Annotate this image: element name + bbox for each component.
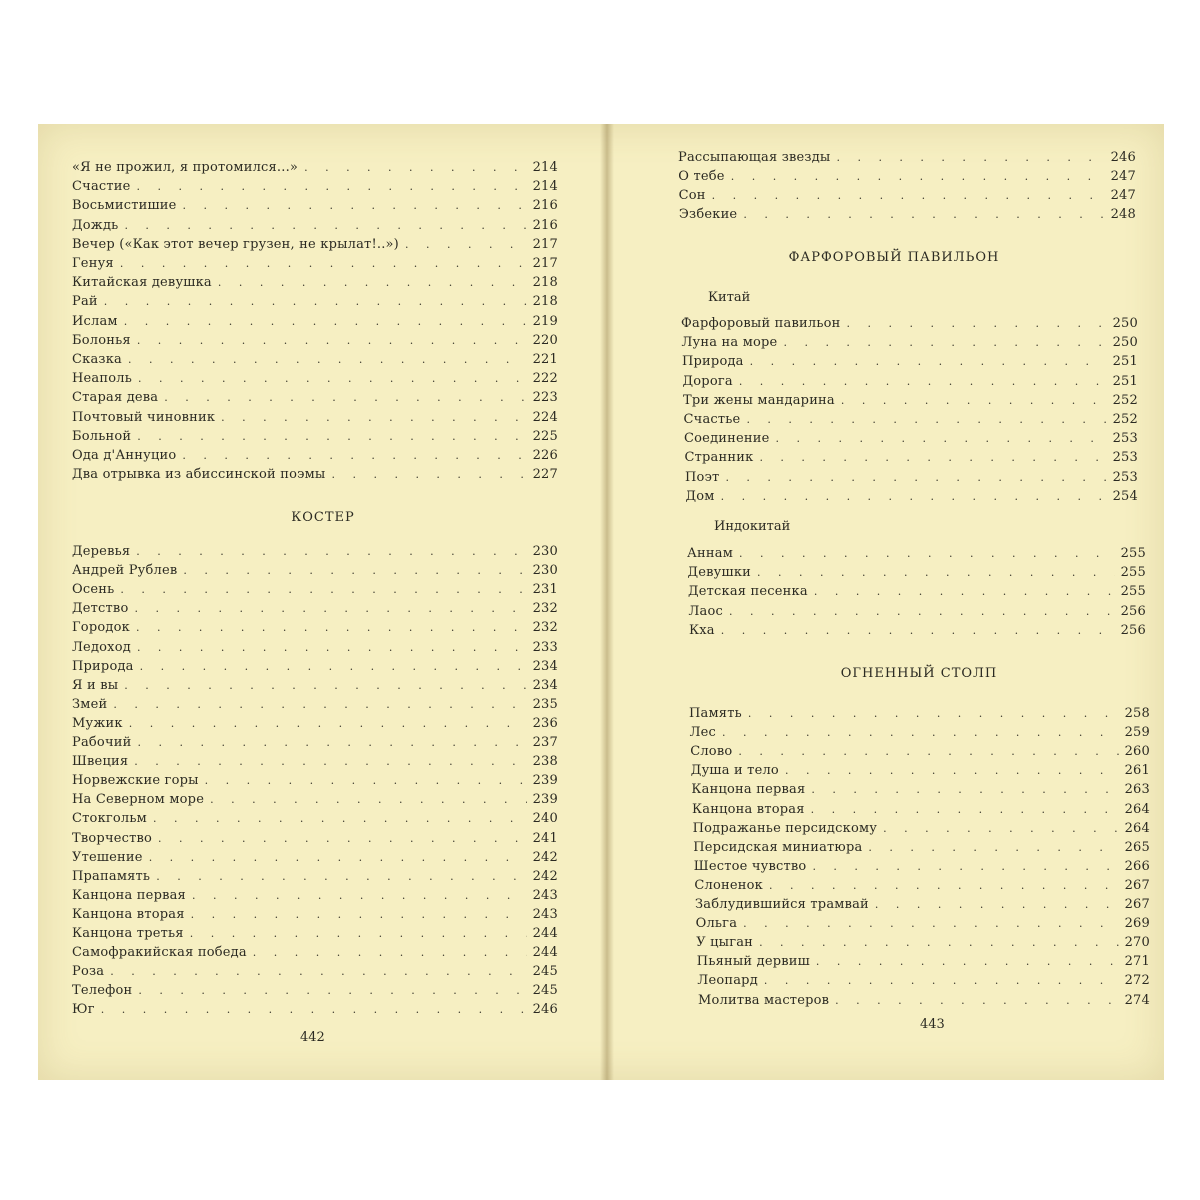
toc-entry xyxy=(698,993,1150,1009)
toc-entry-title: Слоненок xyxy=(694,877,763,893)
toc-entry-page: 240 xyxy=(532,811,558,827)
toc-entry xyxy=(72,773,558,789)
dot-leader xyxy=(875,897,1119,913)
toc-entry-title: Сказка xyxy=(72,352,122,367)
toc-entry-page: 272 xyxy=(1124,973,1150,989)
toc-entry-title: Рассыпающая звезды xyxy=(678,150,831,165)
toc-entry-page: 225 xyxy=(532,428,558,444)
dot-leader xyxy=(137,640,527,656)
toc-entry-page: 241 xyxy=(532,830,558,846)
toc-entry-page: 232 xyxy=(532,601,558,617)
toc-entry-title: Подражанье персидскому xyxy=(692,820,878,836)
toc-entry-page: 233 xyxy=(532,639,558,655)
dot-leader xyxy=(140,659,527,675)
dot-leader xyxy=(210,792,526,808)
toc-entry-page: 246 xyxy=(532,1002,558,1018)
toc-entry xyxy=(72,964,558,980)
toc-entry-title: Душа и тело xyxy=(690,763,779,779)
section-heading-farfor: ФАРФОРОВЫЙ ПАВИЛЬОН xyxy=(788,250,1000,265)
toc-entry-title: Болонья xyxy=(72,332,131,348)
toc-entry-title: Норвежские горы xyxy=(72,773,199,789)
right-page xyxy=(614,124,1164,1080)
toc-entry-page: 244 xyxy=(532,926,558,941)
toc-entry-page: 247 xyxy=(1110,169,1136,184)
dot-leader xyxy=(134,601,526,617)
toc-entry xyxy=(694,878,1150,894)
toc-entry-page: 269 xyxy=(1124,916,1150,932)
toc-entry-title: Лаос xyxy=(688,603,724,619)
toc-entry-title: Роза xyxy=(72,964,105,980)
toc-entry-page: 248 xyxy=(1110,207,1136,222)
toc-entry-title: Пьяный дервиш xyxy=(696,954,810,970)
dot-leader xyxy=(137,735,526,751)
toc-entry xyxy=(697,973,1150,989)
toc-entry xyxy=(72,850,558,866)
toc-entry-title: Поэт xyxy=(685,469,720,485)
toc-entry-title: Луна на море xyxy=(681,335,778,351)
toc-entry-title: Слово xyxy=(690,744,733,760)
toc-entry-title: Аннам xyxy=(687,546,734,561)
toc-entry-title: Фарфоровый павильон xyxy=(681,316,841,331)
toc-entry-title: Канцона вторая xyxy=(692,801,805,817)
toc-entry-title: Эзбекие xyxy=(678,207,738,222)
section-heading-stolp: ОГНЕННЫЙ СТОЛП xyxy=(840,666,998,681)
toc-entry-page: 264 xyxy=(1124,820,1150,836)
toc-entry-page: 218 xyxy=(532,294,558,310)
toc-entry xyxy=(72,869,558,885)
dot-leader xyxy=(129,716,527,732)
toc-entry-page: 239 xyxy=(532,773,558,789)
toc-entry xyxy=(72,945,558,961)
toc-entry-page: 226 xyxy=(532,448,558,463)
book-gutter xyxy=(600,124,614,1080)
toc-entry-page: 246 xyxy=(1110,150,1136,165)
toc-entry xyxy=(690,725,1150,741)
toc-entry-title: Генуя xyxy=(72,256,114,271)
toc-entry-title: Рай xyxy=(72,294,98,310)
page-number-left: 442 xyxy=(300,1030,325,1045)
toc-entry xyxy=(72,601,558,617)
dot-leader xyxy=(183,563,526,579)
toc-entry-title: Канцона первая xyxy=(72,887,186,903)
toc-entry-title: Андрей Рублев xyxy=(72,563,178,579)
dot-leader xyxy=(205,773,527,789)
dot-leader xyxy=(192,888,527,904)
toc-entry-page: 230 xyxy=(532,544,558,559)
toc-entry-page: 265 xyxy=(1124,839,1150,855)
toc-entry-page: 218 xyxy=(532,275,558,291)
toc-entry-page: 232 xyxy=(532,620,558,636)
toc-entry-title: На Северном море xyxy=(72,792,205,808)
toc-entry-title: Леопард xyxy=(697,973,758,989)
toc-entry-page: 214 xyxy=(532,179,558,195)
toc-entry-title: Детство xyxy=(72,601,129,617)
toc-entry-page: 235 xyxy=(532,696,558,712)
toc-entry-title: У цыган xyxy=(696,935,754,951)
dot-leader xyxy=(764,973,1119,989)
toc-entry xyxy=(691,763,1150,779)
toc-entry xyxy=(693,821,1150,837)
toc-entry xyxy=(72,792,558,808)
dot-leader xyxy=(748,706,1119,722)
toc-entry-page: 261 xyxy=(1124,763,1150,779)
toc-entry xyxy=(72,754,558,770)
dot-leader xyxy=(120,582,526,598)
toc-entry-page: 243 xyxy=(532,906,558,922)
dot-leader xyxy=(110,964,526,980)
subsection-heading-kitai: Китай xyxy=(708,290,751,305)
dot-leader xyxy=(156,869,526,885)
toc-entry xyxy=(691,782,1150,798)
toc-entry-page: 230 xyxy=(532,563,558,579)
dot-leader xyxy=(722,725,1119,741)
toc-entry-title: Лес xyxy=(689,725,717,741)
dot-leader xyxy=(136,544,526,560)
dot-leader xyxy=(785,763,1119,779)
toc-entry-title: Природа xyxy=(682,354,744,370)
toc-entry xyxy=(697,954,1150,970)
toc-entry-page: 222 xyxy=(532,371,558,387)
toc-entry-page: 231 xyxy=(532,582,558,598)
toc-entry-page: 239 xyxy=(532,792,558,808)
dot-leader xyxy=(153,811,527,827)
left-page xyxy=(38,124,600,1080)
dot-leader xyxy=(738,744,1118,760)
toc-entry-title: Почтовый чиновник xyxy=(72,409,216,425)
toc-entry-title: Восьмистишие xyxy=(72,198,177,214)
toc-entry-page: 251 xyxy=(1112,354,1138,370)
dot-leader xyxy=(743,916,1118,932)
toc-entry-page: 224 xyxy=(532,409,558,425)
toc-entry-title: Утешение xyxy=(72,849,143,865)
toc-entry xyxy=(72,811,558,827)
toc-entry xyxy=(72,907,558,923)
toc-entry-title: Творчество xyxy=(72,830,153,846)
dot-leader xyxy=(136,620,527,636)
toc-entry-title: Прапамять xyxy=(72,868,151,884)
toc-entry-page: 217 xyxy=(532,236,558,252)
toc-entry-page: 236 xyxy=(532,715,558,731)
toc-entry-page: 274 xyxy=(1124,992,1150,1008)
toc-entry-title: Шестое чувство xyxy=(693,858,807,874)
toc-entry-page: 245 xyxy=(532,983,558,999)
toc-entry-title: О тебе xyxy=(678,169,725,184)
toc-entry-title: Память xyxy=(689,706,742,721)
toc-entry-page: 220 xyxy=(532,332,558,348)
toc-entry xyxy=(72,697,558,713)
toc-entry-title: Дождь xyxy=(72,217,119,233)
dot-leader xyxy=(124,678,526,694)
toc-entry-title: Китайская девушка xyxy=(72,275,212,291)
toc-entry-page: 271 xyxy=(1124,954,1150,970)
toc-entry-title: Ольга xyxy=(695,916,738,932)
toc-entry xyxy=(72,544,558,560)
toc-entry-title: Девушки xyxy=(687,565,752,581)
toc-entry-page: 256 xyxy=(1120,622,1146,638)
toc-entry-title: Канцона вторая xyxy=(72,906,185,922)
section-heading-koster: КОСТЕР xyxy=(291,510,355,525)
toc-entry-title: Счастье xyxy=(683,412,741,427)
dot-leader xyxy=(835,993,1118,1009)
toc-entry-page: 238 xyxy=(532,754,558,770)
toc-entry-page: 267 xyxy=(1124,897,1150,912)
toc-entry xyxy=(72,640,558,656)
dot-leader xyxy=(158,831,527,847)
toc-entry-page: 214 xyxy=(532,160,558,175)
toc-entry-title: Ледоход xyxy=(72,639,131,655)
toc-entry-page: 234 xyxy=(532,677,558,693)
toc-entry-title: Канцона третья xyxy=(72,926,184,941)
toc-entry-page: 252 xyxy=(1112,412,1138,427)
dot-leader xyxy=(883,821,1118,837)
toc-entry-page: 219 xyxy=(532,313,558,329)
toc-entry-title: Мужик xyxy=(72,715,123,731)
toc-entry-title: Странник xyxy=(684,450,754,466)
toc-entry-page: 242 xyxy=(532,849,558,865)
toc-entry-page: 237 xyxy=(532,735,558,750)
toc-entry-page: 223 xyxy=(532,390,558,406)
dot-leader xyxy=(149,850,527,866)
dot-leader xyxy=(138,983,526,999)
toc-entry-title: Персидская миниатюра xyxy=(693,839,863,855)
dot-leader xyxy=(113,697,526,713)
toc-entry-page: 244 xyxy=(532,945,558,961)
toc-entry xyxy=(72,831,558,847)
toc-entry xyxy=(689,706,1150,722)
toc-entry-page: 247 xyxy=(1110,188,1136,203)
toc-entry-page: 263 xyxy=(1124,782,1150,798)
toc-entry xyxy=(696,935,1150,951)
toc-entry-title: Сон xyxy=(678,188,706,203)
toc-entry-page: 267 xyxy=(1124,877,1150,893)
toc-entry xyxy=(72,620,558,636)
toc-entry-title: Юг xyxy=(72,1002,95,1018)
dot-leader xyxy=(816,954,1119,970)
toc-entry-title: Природа xyxy=(72,658,134,674)
toc-entry-title: Самофракийская победа xyxy=(72,945,247,961)
toc-entry-page: 266 xyxy=(1124,858,1150,874)
toc-entry xyxy=(72,983,558,999)
toc-entry-page: 217 xyxy=(532,256,558,271)
toc-entry-title: Заблудившийся трамвай xyxy=(695,897,869,912)
toc-entry xyxy=(693,840,1150,856)
dot-leader xyxy=(253,945,527,961)
toc-entry-page: 252 xyxy=(1112,392,1138,408)
toc-entry-title: Швеция xyxy=(72,754,129,770)
toc-entry-title: Ислам xyxy=(72,313,118,329)
toc-entry-page: 260 xyxy=(1124,744,1150,760)
toc-entry xyxy=(72,582,558,598)
toc-entry-page: 245 xyxy=(532,964,558,980)
toc-entry-title: Три жены мандарина xyxy=(683,392,835,408)
toc-entry xyxy=(72,716,558,732)
toc-entry xyxy=(72,563,558,579)
dot-leader xyxy=(811,802,1119,818)
toc-entry xyxy=(694,859,1150,875)
toc-entry-title: Дом xyxy=(685,488,715,504)
dot-leader xyxy=(769,878,1119,894)
toc-entry-page: 253 xyxy=(1112,450,1138,466)
toc-entry xyxy=(72,659,558,675)
dot-leader xyxy=(190,926,527,942)
dot-leader xyxy=(134,754,526,770)
dot-leader xyxy=(868,840,1118,856)
dot-leader xyxy=(101,1002,527,1018)
toc-entry-title: Дорога xyxy=(682,373,733,389)
toc-entry xyxy=(72,735,558,751)
toc-entry-title: Два отрывка из абиссинской поэмы xyxy=(72,467,326,483)
toc-entry-title: Молитва мастеров xyxy=(698,992,830,1008)
toc-entry-page: 255 xyxy=(1120,584,1146,600)
toc-entry-page: 254 xyxy=(1112,488,1138,504)
toc-entry-page: 250 xyxy=(1112,316,1138,331)
dot-leader xyxy=(759,935,1119,951)
toc-entry xyxy=(695,897,1150,913)
toc-entry xyxy=(692,802,1150,818)
toc-entry-title: Больной xyxy=(72,428,132,444)
book-spread xyxy=(38,124,1164,1080)
toc-entry-title: Телефон xyxy=(72,983,133,999)
toc-entry-page: 253 xyxy=(1112,431,1138,447)
toc-entry-page: 255 xyxy=(1120,565,1146,581)
toc-entry xyxy=(72,1002,558,1018)
toc-entry-title: Рабочий xyxy=(72,735,132,750)
toc-entry-title: «Я не прожил, я протомился...» xyxy=(72,160,299,175)
toc-entry-page: 270 xyxy=(1124,935,1150,951)
toc-entry-title: Городок xyxy=(72,620,130,636)
dot-leader xyxy=(191,907,527,923)
dot-leader xyxy=(811,782,1118,798)
toc-entry xyxy=(72,888,558,904)
toc-entry-page: 256 xyxy=(1120,603,1146,619)
toc-entry-page: 258 xyxy=(1124,706,1150,721)
toc-entry-title: Старая дева xyxy=(72,390,159,406)
subsection-heading-indokitai: Индокитай xyxy=(714,519,791,534)
toc-entry-title: Стокгольм xyxy=(72,811,147,827)
toc-entry-page: 221 xyxy=(532,352,558,367)
toc-entry-title: Неаполь xyxy=(72,371,133,387)
toc-entry-page: 216 xyxy=(532,198,558,214)
toc-entry xyxy=(696,916,1150,932)
toc-entry-title: Змей xyxy=(72,696,108,712)
toc-group-koster xyxy=(38,124,600,1080)
toc-entry-page: 216 xyxy=(532,217,558,233)
toc-entry-title: Детская песенка xyxy=(688,584,808,600)
toc-entry-title: Вечер («Как этот вечер грузен, не крылат!..») xyxy=(72,236,399,252)
toc-entry xyxy=(72,926,558,942)
toc-entry-page: 264 xyxy=(1124,801,1150,817)
toc-group-stolp xyxy=(614,124,1164,1080)
toc-entry-page: 250 xyxy=(1112,335,1138,351)
toc-entry-title: Счастие xyxy=(72,179,131,195)
dot-leader xyxy=(812,859,1118,875)
toc-entry-page: 259 xyxy=(1124,725,1150,741)
toc-entry-title: Осень xyxy=(72,582,115,598)
toc-entry-page: 243 xyxy=(532,887,558,903)
toc-entry-title: Соединение xyxy=(684,431,770,447)
toc-entry-title: Деревья xyxy=(72,544,131,559)
page-number-right: 443 xyxy=(920,1017,945,1032)
toc-entry-page: 242 xyxy=(532,868,558,884)
toc-entry-title: Ода д'Аннуцио xyxy=(72,448,177,463)
toc-entry xyxy=(690,744,1150,760)
toc-entry-page: 227 xyxy=(532,467,558,483)
toc-entry-page: 234 xyxy=(532,658,558,674)
toc-entry-title: Я и вы xyxy=(72,677,119,693)
toc-entry-page: 255 xyxy=(1120,546,1146,561)
toc-entry-page: 251 xyxy=(1112,373,1138,389)
toc-entry xyxy=(72,678,558,694)
toc-entry-title: Кха xyxy=(689,622,715,638)
toc-entry-title: Канцона первая xyxy=(691,782,806,798)
toc-entry-page: 253 xyxy=(1112,469,1138,485)
